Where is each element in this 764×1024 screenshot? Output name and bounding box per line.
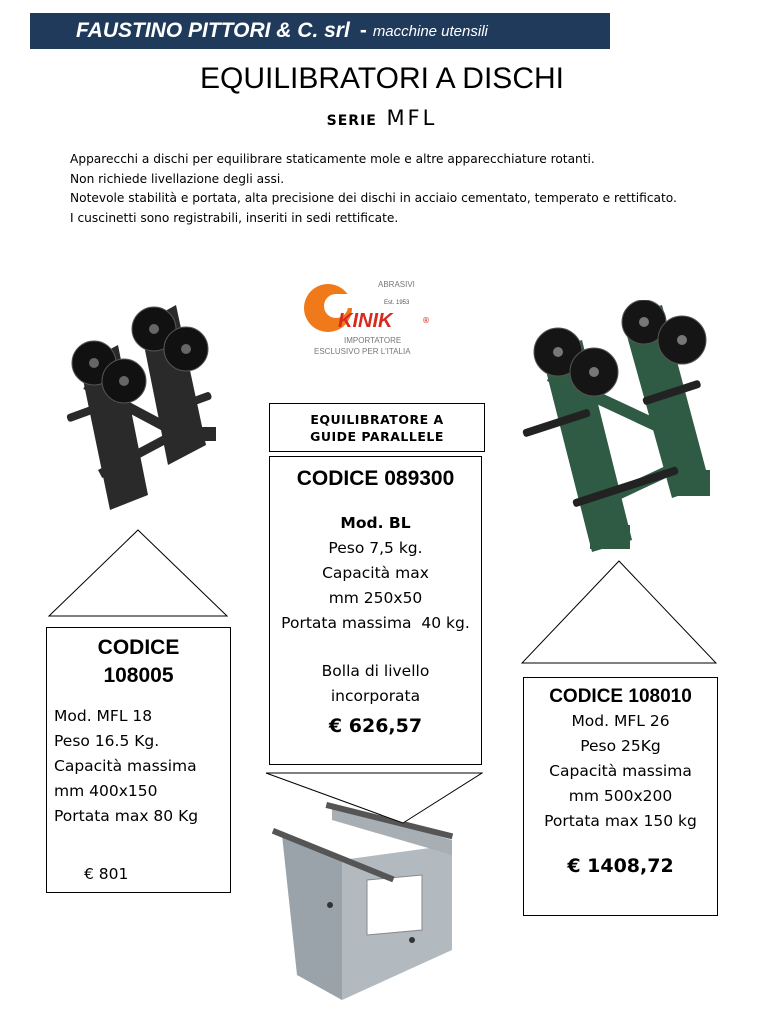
- center-heading-box: [269, 403, 485, 452]
- left-product-box: [46, 627, 231, 893]
- page-title: EQUILIBRATORI A DISCHI: [200, 62, 564, 95]
- right-product-price: € 1408,72: [567, 855, 674, 877]
- center-product-weight: Peso 7,5 kg.: [328, 539, 423, 557]
- left-product-code: [47, 634, 230, 690]
- logo-abrasivi: ABRASIVI: [378, 280, 415, 289]
- logo-importatore: IMPORTATORE: [344, 336, 402, 345]
- company-name: FAUSTINO PITTORI & C. srl: [76, 19, 350, 42]
- right-pointer-triangle: [521, 560, 717, 664]
- left-product-code-line1: CODICE: [97, 636, 180, 659]
- center-product-load: Portata massima 40 kg.: [281, 614, 470, 632]
- right-product-code: CODICE 108010: [549, 686, 692, 707]
- center-product-model: Mod. BL: [340, 514, 411, 532]
- left-product-code-line2: 108005: [103, 664, 174, 687]
- intro-line: Apparecchi a dischi per equilibrare staticamente mole e altre apparecchiature rotanti.: [70, 152, 595, 166]
- series-subtitle: [0, 106, 764, 130]
- center-heading-line2: GUIDE PARALLELE: [310, 429, 444, 444]
- right-product-capacity-value: mm 500x200: [568, 787, 673, 805]
- company-tagline: macchine utensili: [372, 22, 488, 40]
- intro-line: I cuscinetti sono registrabili, inseriti in sedi rettificate.: [70, 210, 399, 225]
- right-product-load: Portata max 150 kg: [544, 812, 697, 830]
- intro-line: Notevole stabilità e portata, alta precisione dei dischi in acciaio cementato, temperato e rettificato.: [70, 191, 677, 205]
- intro-text: [70, 150, 698, 228]
- center-product-box: [269, 456, 482, 765]
- right-machine-image: [522, 300, 727, 555]
- logo-est: Est. 1953: [384, 300, 410, 306]
- banner-dash: -: [359, 19, 367, 42]
- logo-esclusivo: ESCLUSIVO PER L'ITALIA: [314, 347, 411, 356]
- center-product-capacity-value: mm 250x50: [328, 589, 423, 607]
- company-banner: [30, 13, 610, 49]
- center-product-level-2: incorporata: [330, 687, 421, 705]
- left-product-model: Mod. MFL 18: [54, 707, 153, 725]
- series-prefix: SERIE: [326, 113, 377, 129]
- logo-reg: ®: [422, 316, 430, 325]
- left-product-weight: Peso 16.5 Kg.: [54, 732, 160, 750]
- center-product-price: € 626,57: [328, 715, 423, 737]
- logo-brand: KINIK: [338, 310, 393, 332]
- series-model: MFL: [386, 106, 438, 130]
- left-product-load: Portata max 80 Kg: [54, 807, 199, 825]
- left-product-capacity-value: mm 400x150: [54, 782, 158, 800]
- right-product-weight: Peso 25Kg: [580, 737, 661, 755]
- center-product-code: CODICE 089300: [296, 467, 455, 490]
- left-machine-image: [58, 305, 223, 515]
- left-pointer-triangle: [48, 529, 228, 617]
- right-product-box: [523, 677, 718, 916]
- intro-line: Non richiede livellazione degli assi.: [70, 171, 285, 186]
- center-product-capacity-label: Capacità max: [322, 564, 429, 582]
- left-product-capacity-label: Capacità massima: [54, 757, 197, 775]
- kinik-logo: [300, 278, 440, 368]
- bottom-machine-image: [272, 800, 462, 1005]
- left-product-price: € 801: [84, 865, 129, 883]
- right-product-capacity-label: Capacità massima: [549, 762, 692, 780]
- center-heading-line1: EQUILIBRATORE A: [310, 412, 444, 427]
- center-product-level-1: Bolla di livello: [321, 662, 430, 680]
- right-product-model: Mod. MFL 26: [571, 712, 670, 730]
- center-pointer-triangle: [265, 772, 483, 824]
